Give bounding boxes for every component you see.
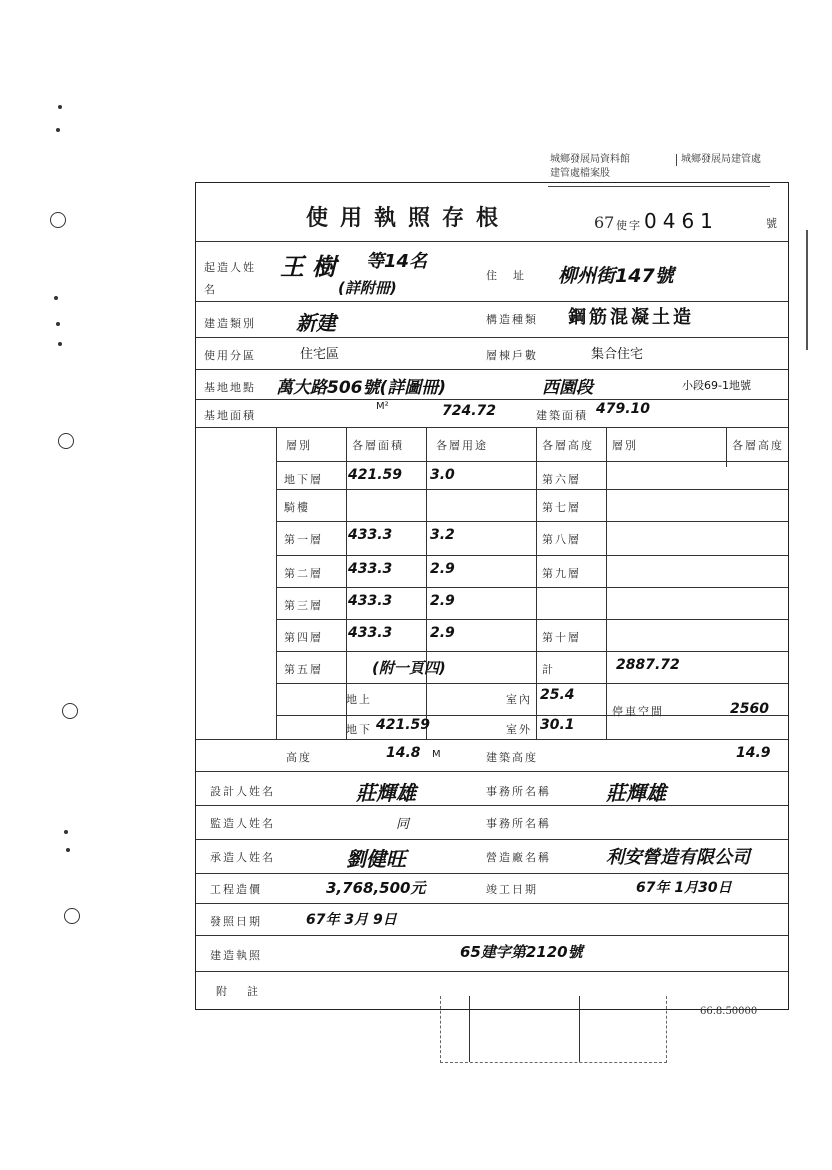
site-value: 萬大路506號(詳圖冊) xyxy=(276,378,447,398)
row-divider xyxy=(276,651,788,652)
supervisor-label: 監造人姓名 xyxy=(210,817,275,830)
row-divider xyxy=(196,369,788,370)
site-area-value: 724.72 xyxy=(442,403,497,419)
floor-name-right: 第七層 xyxy=(542,501,581,514)
floor-name: 地下層 xyxy=(284,473,323,486)
underground-value: 421.59 xyxy=(376,717,431,733)
building-type-label: 構造種類 xyxy=(486,313,538,326)
row-divider xyxy=(196,805,788,806)
row-divider xyxy=(276,587,788,588)
build-height-label: 建築高度 xyxy=(486,751,538,764)
remarks-label: 附註 xyxy=(216,985,278,998)
document-title: 使用執照存根 xyxy=(306,205,511,231)
structure-label: 建造類別 xyxy=(204,317,256,330)
margin-mark xyxy=(58,342,62,346)
completion-value: 67年 1月30日 xyxy=(636,880,732,896)
doc-number: 0461 xyxy=(644,209,719,233)
floors-col-area-header: 各層面積 xyxy=(352,439,404,452)
row-divider xyxy=(196,935,788,936)
height-value: 14.8 xyxy=(386,745,421,761)
designer-label: 設計人姓名 xyxy=(210,785,275,798)
length-unit: M xyxy=(432,749,441,760)
floor-name: 第三層 xyxy=(284,599,323,612)
underground-label: 地下 xyxy=(346,723,372,736)
total-label: 計 xyxy=(542,663,555,676)
row-divider xyxy=(196,337,788,338)
total-value: 2887.72 xyxy=(616,657,680,673)
floor-area: 433.3 xyxy=(348,593,393,609)
permit-form xyxy=(195,182,789,1010)
outdoor-value: 30.1 xyxy=(540,717,575,733)
floor-name-right: 第八層 xyxy=(542,533,581,546)
floors-right-col-name-header: 層別 xyxy=(612,439,638,452)
floor-height: 2.9 xyxy=(430,593,455,609)
contractor-value: 劉健旺 xyxy=(346,847,406,871)
floors-col-use-header: 各層用途 xyxy=(436,439,488,452)
row-divider xyxy=(196,739,788,740)
row-divider xyxy=(196,903,788,904)
owner-note: (詳附冊) xyxy=(338,279,397,297)
stamp-right: 城鄉發展局建管處 xyxy=(676,154,761,166)
floor-name: 第一層 xyxy=(284,533,323,546)
slip-divider xyxy=(469,996,470,1062)
site-area-label: 基地面積 xyxy=(204,409,256,422)
supervisor-office-label: 事務所名稱 xyxy=(486,817,551,830)
permit-value: 65建字第2120號 xyxy=(460,943,583,961)
floor-height: 3.2 xyxy=(430,527,455,543)
right-edge-fragment xyxy=(806,230,808,350)
row-divider xyxy=(276,461,788,462)
building-area-value: 479.10 xyxy=(596,401,651,417)
site-label: 基地地點 xyxy=(204,381,256,394)
floors-col-name-header: 層別 xyxy=(286,439,312,452)
ground-label: 地上 xyxy=(346,693,372,706)
row-divider xyxy=(196,399,788,400)
floors-right-col-height-header: 各層高度 xyxy=(732,439,784,452)
permit-label: 建造執照 xyxy=(210,949,262,962)
floor-area: 433.3 xyxy=(348,625,393,641)
row-divider xyxy=(276,555,788,556)
owner-label: 起造人姓名 xyxy=(204,261,256,296)
parking-label: 停車空間 xyxy=(612,705,664,718)
row-divider xyxy=(196,241,788,242)
designer-value: 莊輝雄 xyxy=(356,781,416,805)
row-divider xyxy=(196,971,788,972)
cost-label: 工程造價 xyxy=(210,883,262,896)
contractor-office-label: 營造廠名稱 xyxy=(486,851,551,864)
households-label: 層棟戶數 xyxy=(486,349,538,362)
build-height-value: 14.9 xyxy=(736,745,771,761)
doc-number-prefix: 67 xyxy=(594,213,615,232)
indoor-value: 25.4 xyxy=(540,687,575,703)
row-divider xyxy=(276,521,788,522)
owner-value: 王樹 xyxy=(280,253,344,281)
area-unit: M² xyxy=(376,401,389,412)
binder-hole xyxy=(58,433,74,449)
floors-col-height-header: 各層高度 xyxy=(542,439,594,452)
floor-name-right: 第十層 xyxy=(542,631,581,644)
issue-label: 發照日期 xyxy=(210,915,262,928)
owner-extra: 等14名 xyxy=(366,251,428,272)
floor-name-right: 第九層 xyxy=(542,567,581,580)
margin-mark xyxy=(66,848,70,852)
margin-mark xyxy=(56,128,60,132)
margin-mark xyxy=(56,322,60,326)
col-divider xyxy=(606,427,607,739)
designer-office-value: 莊輝雄 xyxy=(606,781,666,805)
attached-slip xyxy=(440,996,667,1063)
zone-label: 使用分區 xyxy=(204,349,256,362)
address-value: 柳州街147號 xyxy=(558,265,674,287)
doc-number-mid: 使字 xyxy=(616,219,642,232)
binder-hole xyxy=(50,212,66,228)
households-value: 集合住宅 xyxy=(591,347,644,362)
stamp-line2: 建管處檔案股 xyxy=(550,168,610,179)
floor-area: 433.3 xyxy=(348,527,393,543)
height-label: 高度 xyxy=(286,751,312,764)
doc-number-suffix: 號 xyxy=(766,217,779,230)
cost-value: 3,768,500元 xyxy=(326,879,426,897)
row-divider xyxy=(196,771,788,772)
floor-name: 第二層 xyxy=(284,567,323,580)
floor-area: 433.3 xyxy=(348,561,393,577)
col-divider xyxy=(276,427,277,739)
structure-value: 新建 xyxy=(296,311,336,335)
binder-hole xyxy=(62,703,78,719)
floor-area: (附一頁四) xyxy=(372,659,446,677)
stamp-line1: 城鄉發展局資料館 xyxy=(550,154,630,165)
row-divider xyxy=(276,683,788,684)
building-area-label: 建築面積 xyxy=(536,409,588,422)
floor-name: 第四層 xyxy=(284,631,323,644)
row-divider xyxy=(196,873,788,874)
completion-label: 竣工日期 xyxy=(486,883,538,896)
row-divider xyxy=(196,301,788,302)
contractor-office-value: 利安營造有限公司 xyxy=(606,847,750,868)
issue-value: 67年 3月 9日 xyxy=(306,912,397,928)
address-label: 住址 xyxy=(486,269,540,282)
designer-office-label: 事務所名稱 xyxy=(486,785,551,798)
district-value: 西園段 xyxy=(542,378,593,398)
binder-hole xyxy=(64,908,80,924)
floor-height: 2.9 xyxy=(430,561,455,577)
floor-name: 騎樓 xyxy=(284,501,310,514)
col-divider xyxy=(536,427,537,739)
lot-value: 小段69-1地號 xyxy=(682,379,751,392)
supervisor-value: 同 xyxy=(396,817,410,832)
row-divider xyxy=(276,619,788,620)
footer-stamp-code: 66.8.50000 xyxy=(700,1006,758,1017)
floor-name-right: 第六層 xyxy=(542,473,581,486)
slip-divider xyxy=(579,996,580,1062)
col-divider xyxy=(726,427,727,467)
indoor-label: 室內 xyxy=(506,693,532,706)
row-divider xyxy=(276,489,788,490)
outdoor-label: 室外 xyxy=(506,723,532,736)
floor-height: 3.0 xyxy=(430,467,455,483)
col-divider xyxy=(426,427,427,739)
row-divider xyxy=(196,427,788,428)
zone-value: 住宅區 xyxy=(300,347,340,362)
contractor-label: 承造人姓名 xyxy=(210,851,275,864)
parking-value: 2560 xyxy=(730,701,769,717)
building-type-value: 鋼筋混凝土造 xyxy=(568,307,694,328)
margin-mark xyxy=(58,105,62,109)
row-divider xyxy=(196,839,788,840)
row-divider xyxy=(276,715,788,716)
floor-name: 第五層 xyxy=(284,663,323,676)
margin-mark xyxy=(64,830,68,834)
margin-mark xyxy=(54,296,58,300)
floor-area: 421.59 xyxy=(348,467,403,483)
floor-height: 2.9 xyxy=(430,625,455,641)
